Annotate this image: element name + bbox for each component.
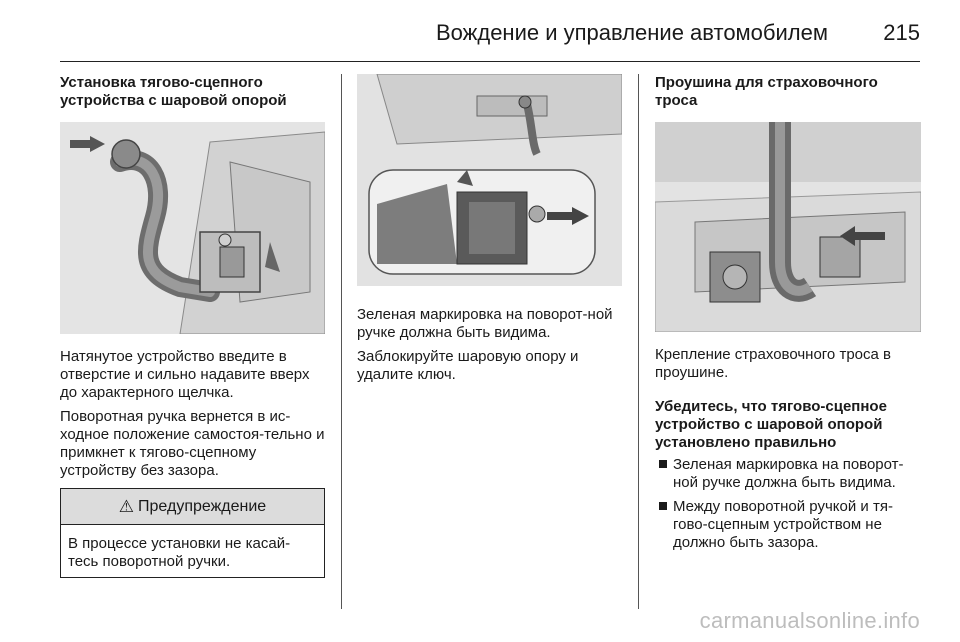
bullet-square-icon [659,460,667,468]
column-1 [60,74,325,578]
checklist [655,456,921,552]
warning-title: Предупреждение [138,497,267,515]
figure-tow-bar-insertion [60,122,325,334]
page-title: Вождение и управление автомобилем [435,20,828,45]
paragraph-cable-fastening: Крепление страховочного троса в проушине. [655,346,891,381]
warning-header [61,489,324,525]
page-number: 215 [883,20,920,45]
section-heading-eyelet: Проушина для страховочного троса [655,74,878,109]
page-header [60,12,920,62]
bullet-square-icon [659,502,667,510]
list-item: Зеленая маркировка на поворот-ной ручке должна быть видима. [657,456,921,492]
column-3 [655,74,921,558]
figure-safety-cable-eyelet [655,122,921,332]
figure-lock-ball-joint [357,74,622,286]
paragraph-insert: Натянутое устройство введите в отверстие и сильно надавите вверх до характерного щелчка. [60,348,310,401]
subheading-check-installation: Убедитесь, что тягово-сцепное устройство с шаровой опорой установлено правильно [655,398,887,451]
watermark: carmanualsonline.info [699,608,920,633]
list-item: Между поворотной ручкой и тя-гово-сцепным устройством не должно быть зазора. [657,498,921,552]
column-divider-2 [638,74,639,609]
section-heading-installation: Установка тягово-сцепного устройства с шаровой опорой [60,74,287,109]
column-divider-1 [341,74,342,609]
warning-box [60,488,325,578]
paragraph-green-mark: Зеленая маркировка на поворот-ной ручке должна быть видима. [357,306,613,341]
warning-triangle-icon: ⚠ [118,496,135,516]
column-2 [357,74,622,390]
paragraph-handle-return: Поворотная ручка вернется в ис-ходное положение самостоя-тельно и примкнет к тягово-сцепному устройству без зазора. [60,408,325,479]
paragraph-lock-remove-key: Заблокируйте шаровую опору и удалите ключ. [357,348,579,383]
warning-text: В процессе установки не касай-тесь поворотной ручки. [68,535,291,570]
